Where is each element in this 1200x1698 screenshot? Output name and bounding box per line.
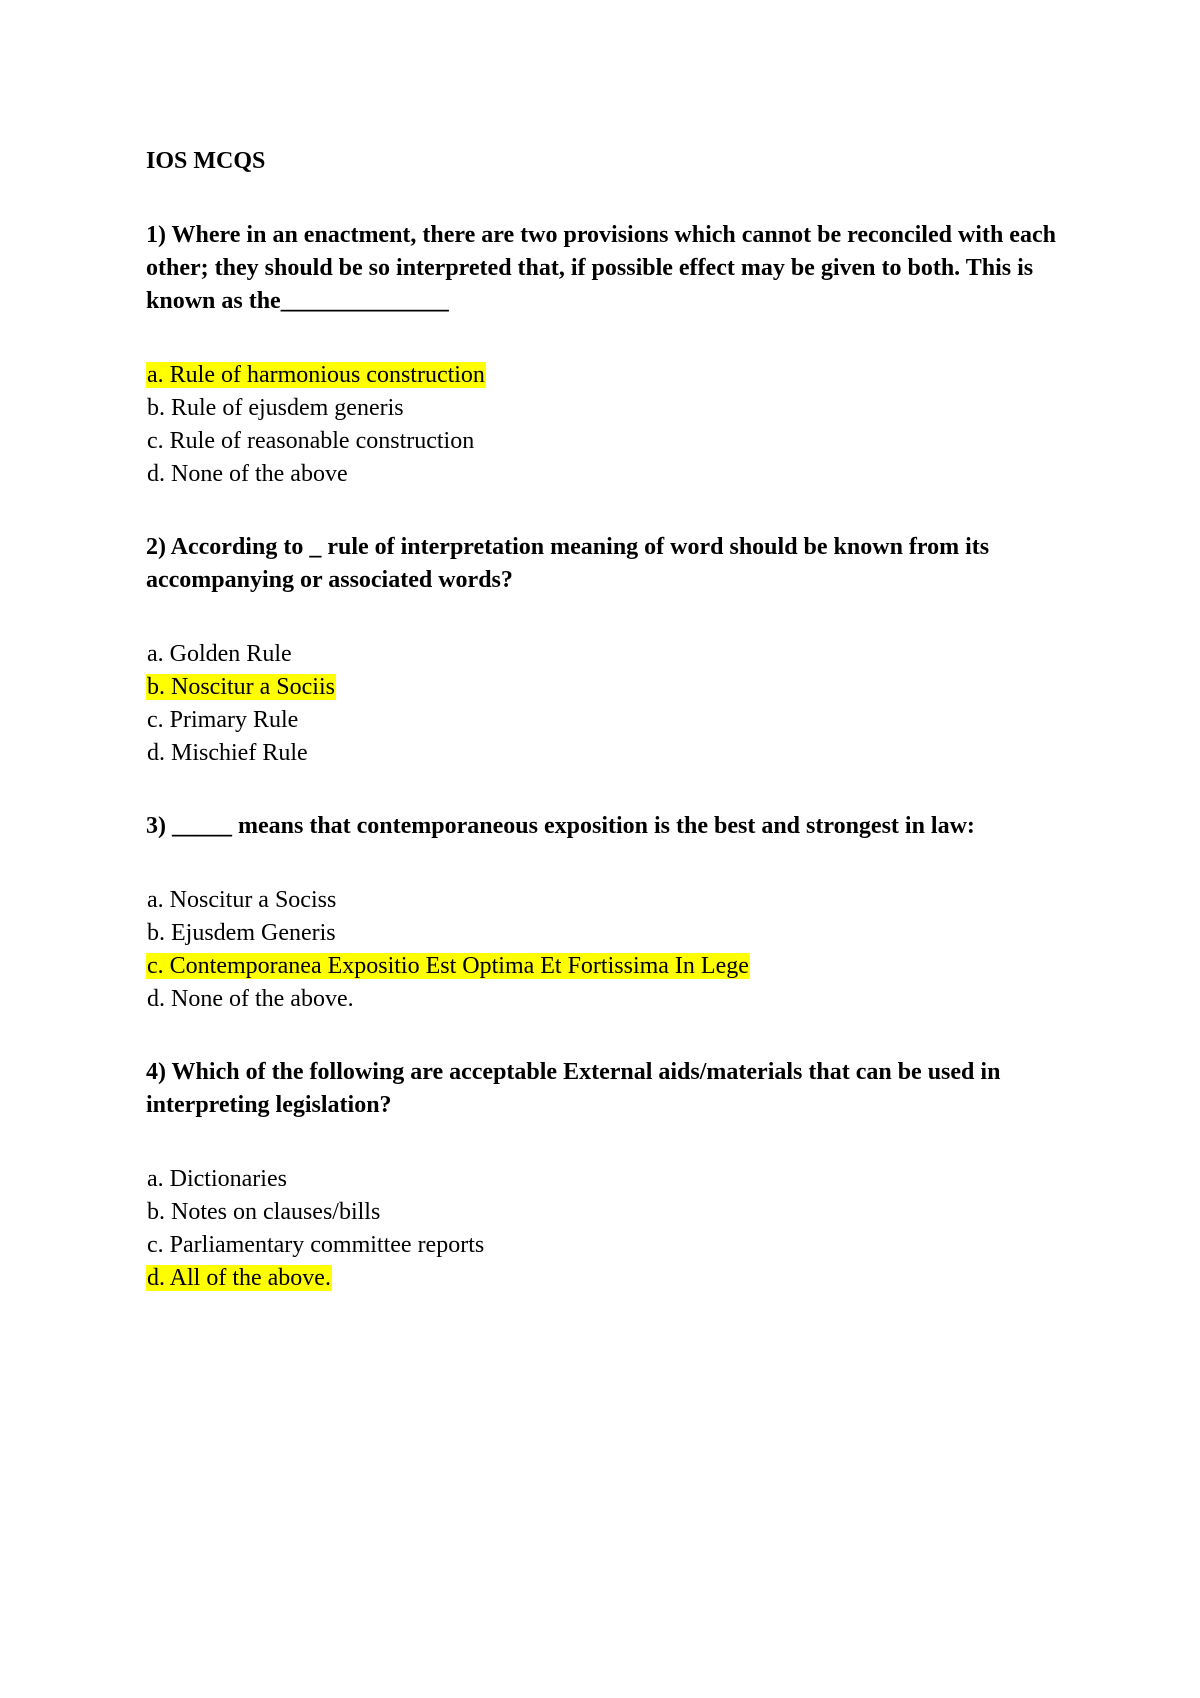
option-item: b. Rule of ejusdem generis: [147, 395, 404, 421]
option-item: c. Rule of reasonable construction: [147, 428, 475, 454]
option-item: a. Noscitur a Sociss: [147, 887, 337, 913]
option-item: d. None of the above.: [147, 986, 354, 1012]
document-title: IOS MCQS: [146, 148, 266, 174]
option-item: a. Dictionaries: [147, 1166, 287, 1192]
option-list: [146, 359, 1066, 491]
option-list: [146, 884, 1066, 1016]
option-list: [146, 1163, 1066, 1295]
option-item: a. Golden Rule: [147, 641, 292, 667]
option-item: b. Ejusdem Generis: [147, 920, 336, 946]
question-text: 2) According to _ rule of interpretation meaning of word should be known from its accompanying or associated words?: [146, 534, 990, 593]
question-text: 3) _____ means that contemporaneous exposition is the best and strongest in law:: [146, 813, 975, 839]
question-1: [146, 219, 1066, 491]
option-list: [146, 638, 1066, 770]
question-2: [146, 531, 1066, 770]
highlighted-answer: a. Rule of harmonious construction: [147, 362, 485, 388]
document-body: [146, 145, 1066, 1335]
option-item: d. None of the above: [147, 461, 348, 487]
highlighted-answer: c. Contemporanea Expositio Est Optima Et Fortissima In Lege: [147, 953, 749, 979]
question-text: 4) Which of the following are acceptable External aids/materials that can be used in interpreting legislation?: [146, 1059, 1001, 1118]
option-item: d. Mischief Rule: [147, 740, 308, 766]
question-4: [146, 1056, 1066, 1295]
question-3: [146, 810, 1066, 1016]
question-text: 1) Where in an enactment, there are two provisions which cannot be reconciled with each other; they should be so interpreted that, if possible effect may be given to both. This is known as the______________: [146, 222, 1056, 314]
option-item: b. Notes on clauses/bills: [147, 1199, 381, 1225]
option-item: c. Primary Rule: [147, 707, 299, 733]
highlighted-answer: d. All of the above.: [147, 1265, 331, 1291]
highlighted-answer: b. Noscitur a Sociis: [147, 674, 335, 700]
option-item: c. Parliamentary committee reports: [147, 1232, 485, 1258]
